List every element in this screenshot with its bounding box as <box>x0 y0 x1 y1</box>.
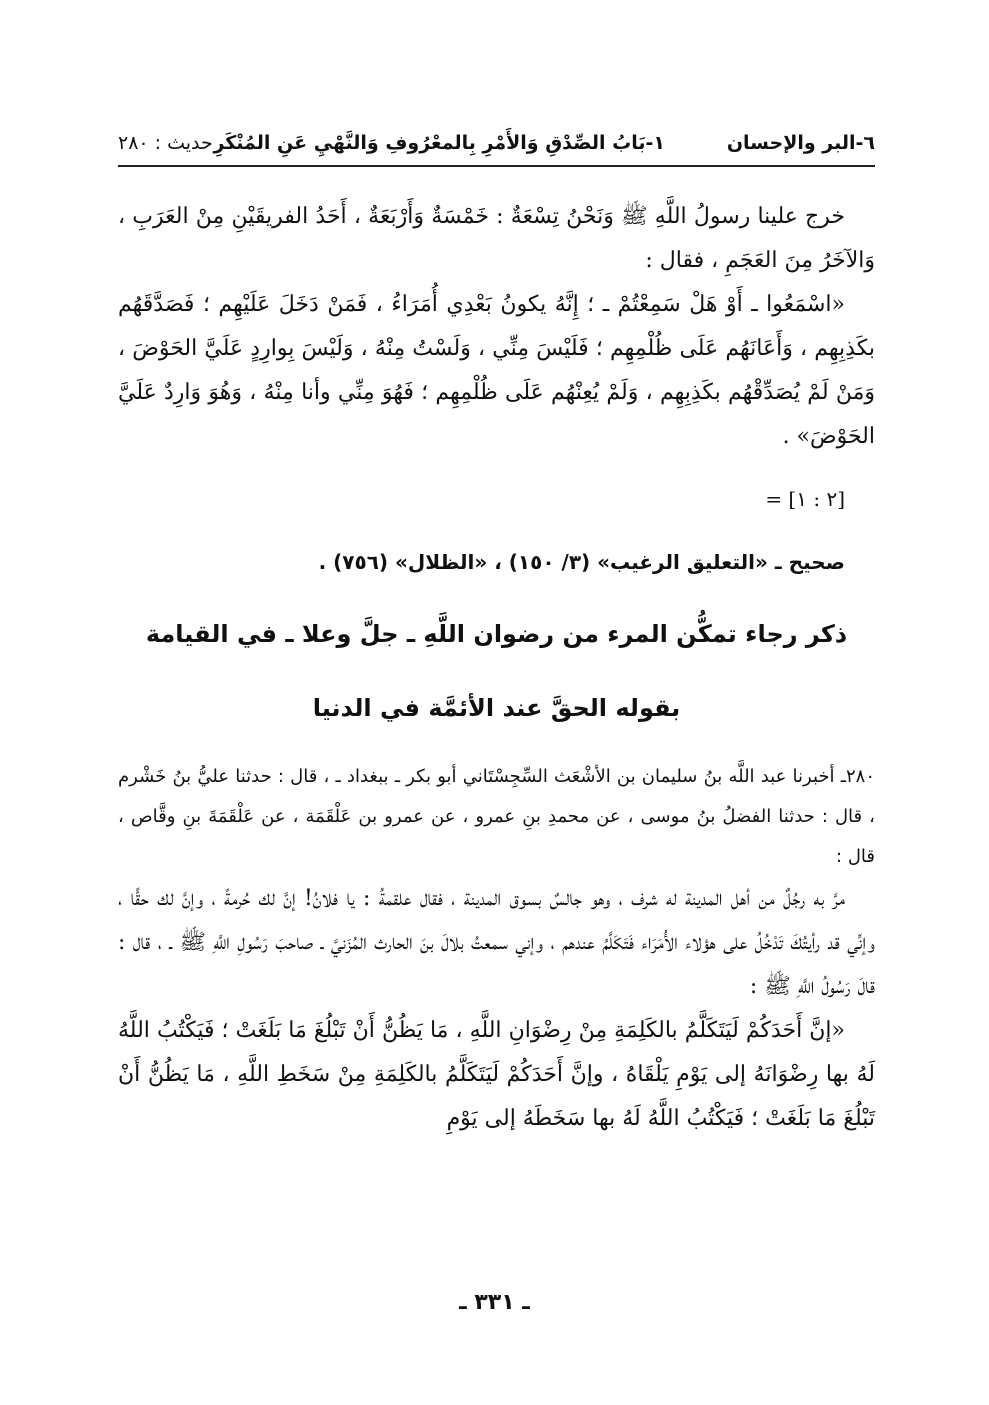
chapter-heading-line-1: ذكر رجاء تمكُّن المرء من رضوان اللَّهِ ـ جلَّ وعلا ـ في القيامة <box>145 620 848 648</box>
page-number: ـ ٣٣١ ـ <box>459 1290 530 1315</box>
classification-reference: [٢ : ١] = <box>765 487 845 511</box>
section-title: ١-بَابُ الصِّدْقِ وَالأَمْرِ بِالمعْرُوفِ وَالنَّهْيِ عَنِ المُنْكَرِ <box>213 132 665 154</box>
running-header <box>118 128 875 164</box>
narration-paragraph-2: مرَّ به رجُلٌ من أهل المدينة له شرف ، وهو جالسٌ بسوق المدينة ، فقال علقمةُ : يا فلانُ! إنَّ لك حُرمةً ، وإنَّ لك حقًّا ، وإنِّي قد رأيتُكَ تَدْخُلُ على هؤلاء الأُمَرَاء فَتَكَلَّمُ عندهم ، وإني سمعتُ بلالَ بنَ الحارث المُزَنيَّ ـ صاحبَ رَسُولِ اللَّهِ ﷺ ـ ، قال : قالَ رَسُولُ اللَّهِ ﷺ : <box>118 886 875 999</box>
chapter-title: ٦-البر والإحسان <box>726 132 875 154</box>
hadith-text: «اسْمَعُوا ـ أَوْ هَلْ سَمِعْتُمْ ـ ؛ إِنَّهُ يكونُ بَعْدِي أُمَرَاءُ ، فَمَنْ دَخَلَ عَلَيْهِم ؛ فَصَدَّقَهُم بكَذِبِهِم ، وَأَعَانَهُم عَلَى ظُلْمِهِم ؛ فَلَيْسَ مِنِّي ، وَلَسْتُ مِنْهُ ، وَلَيْسَ بِوارِدٍ عَلَيَّ الحَوْضَ ، وَمَنْ لَمْ يُصَدِّقْهُم بكَذِبِهِم ، وَلَمْ يُعِنْهُم عَلَى ظُلْمِهِم ؛ فَهُوَ مِنِّي وأنا مِنْهُ ، وَهُوَ وَارِدٌ عَلَيَّ الحَوْضَ» . <box>118 292 875 449</box>
hadith-number: حديث : ٢٨٠ <box>118 132 213 154</box>
header-rule <box>118 165 875 167</box>
main-text <box>118 195 875 1141</box>
isnad-chain: ٢٨٠ـ أخبرنا عبد اللَّه بنُ سليمان بن الأشْعَث السِّجِسْتَاني أبو بكر ـ ببغداد ـ ، قال : حدثنا عليُّ بنُ خَشْرم ، قال : حدثنا الفضلُ بنُ موسى ، عن محمدِ بنِ عمرو ، عن عمرو بن عَلْقَمَة ، عن عَلْقَمَةَ بنِ وقَّاص ، قال : <box>118 766 875 867</box>
hadith-text-2: «إنَّ أَحَدَكُمْ لَيَتَكَلَّمُ بالكَلِمَةِ مِنْ رِضْوَانِ اللَّهِ ، مَا يَظُنُّ أَنْ تَبْلُغَ مَا بَلَغَتْ ؛ فَيَكْتُبُ اللَّهُ لَهُ بها رِضْوَانَهُ إلى يَوْمِ يَلْقَاهُ ، وإنَّ أَحَدَكُمْ لَيَتَكَلَّمُ بالكَلِمَةِ مِنْ سَخَطِ اللَّهِ ، مَا يَظُنُّ أَنْ تَبْلُغَ مَا بَلَغَتْ ؛ فَيَكْتُبُ اللَّهُ لَهُ بها سَخَطَهُ إلى يَوْمِ <box>118 1018 875 1131</box>
grading-note: صحيح ـ «التعليق الرغيب» (٣/ ١٥٠) ، «الظلال» (٧٥٦) . <box>318 550 845 574</box>
narration-paragraph: خرج علينا رسولُ اللَّهِ ﷺ وَنَحْنُ تِسْعَةٌ : خَمْسَةٌ وَأَرْبَعَةٌ ، أَحَدُ الفريقَيْنِ مِنْ العَرَبِ ، وَالآخَرُ مِنَ العَجَمِ ، فقال : <box>118 204 875 273</box>
chapter-heading-line-2: بقوله الحقَّ عند الأئمَّة في الدنيا <box>312 694 681 722</box>
